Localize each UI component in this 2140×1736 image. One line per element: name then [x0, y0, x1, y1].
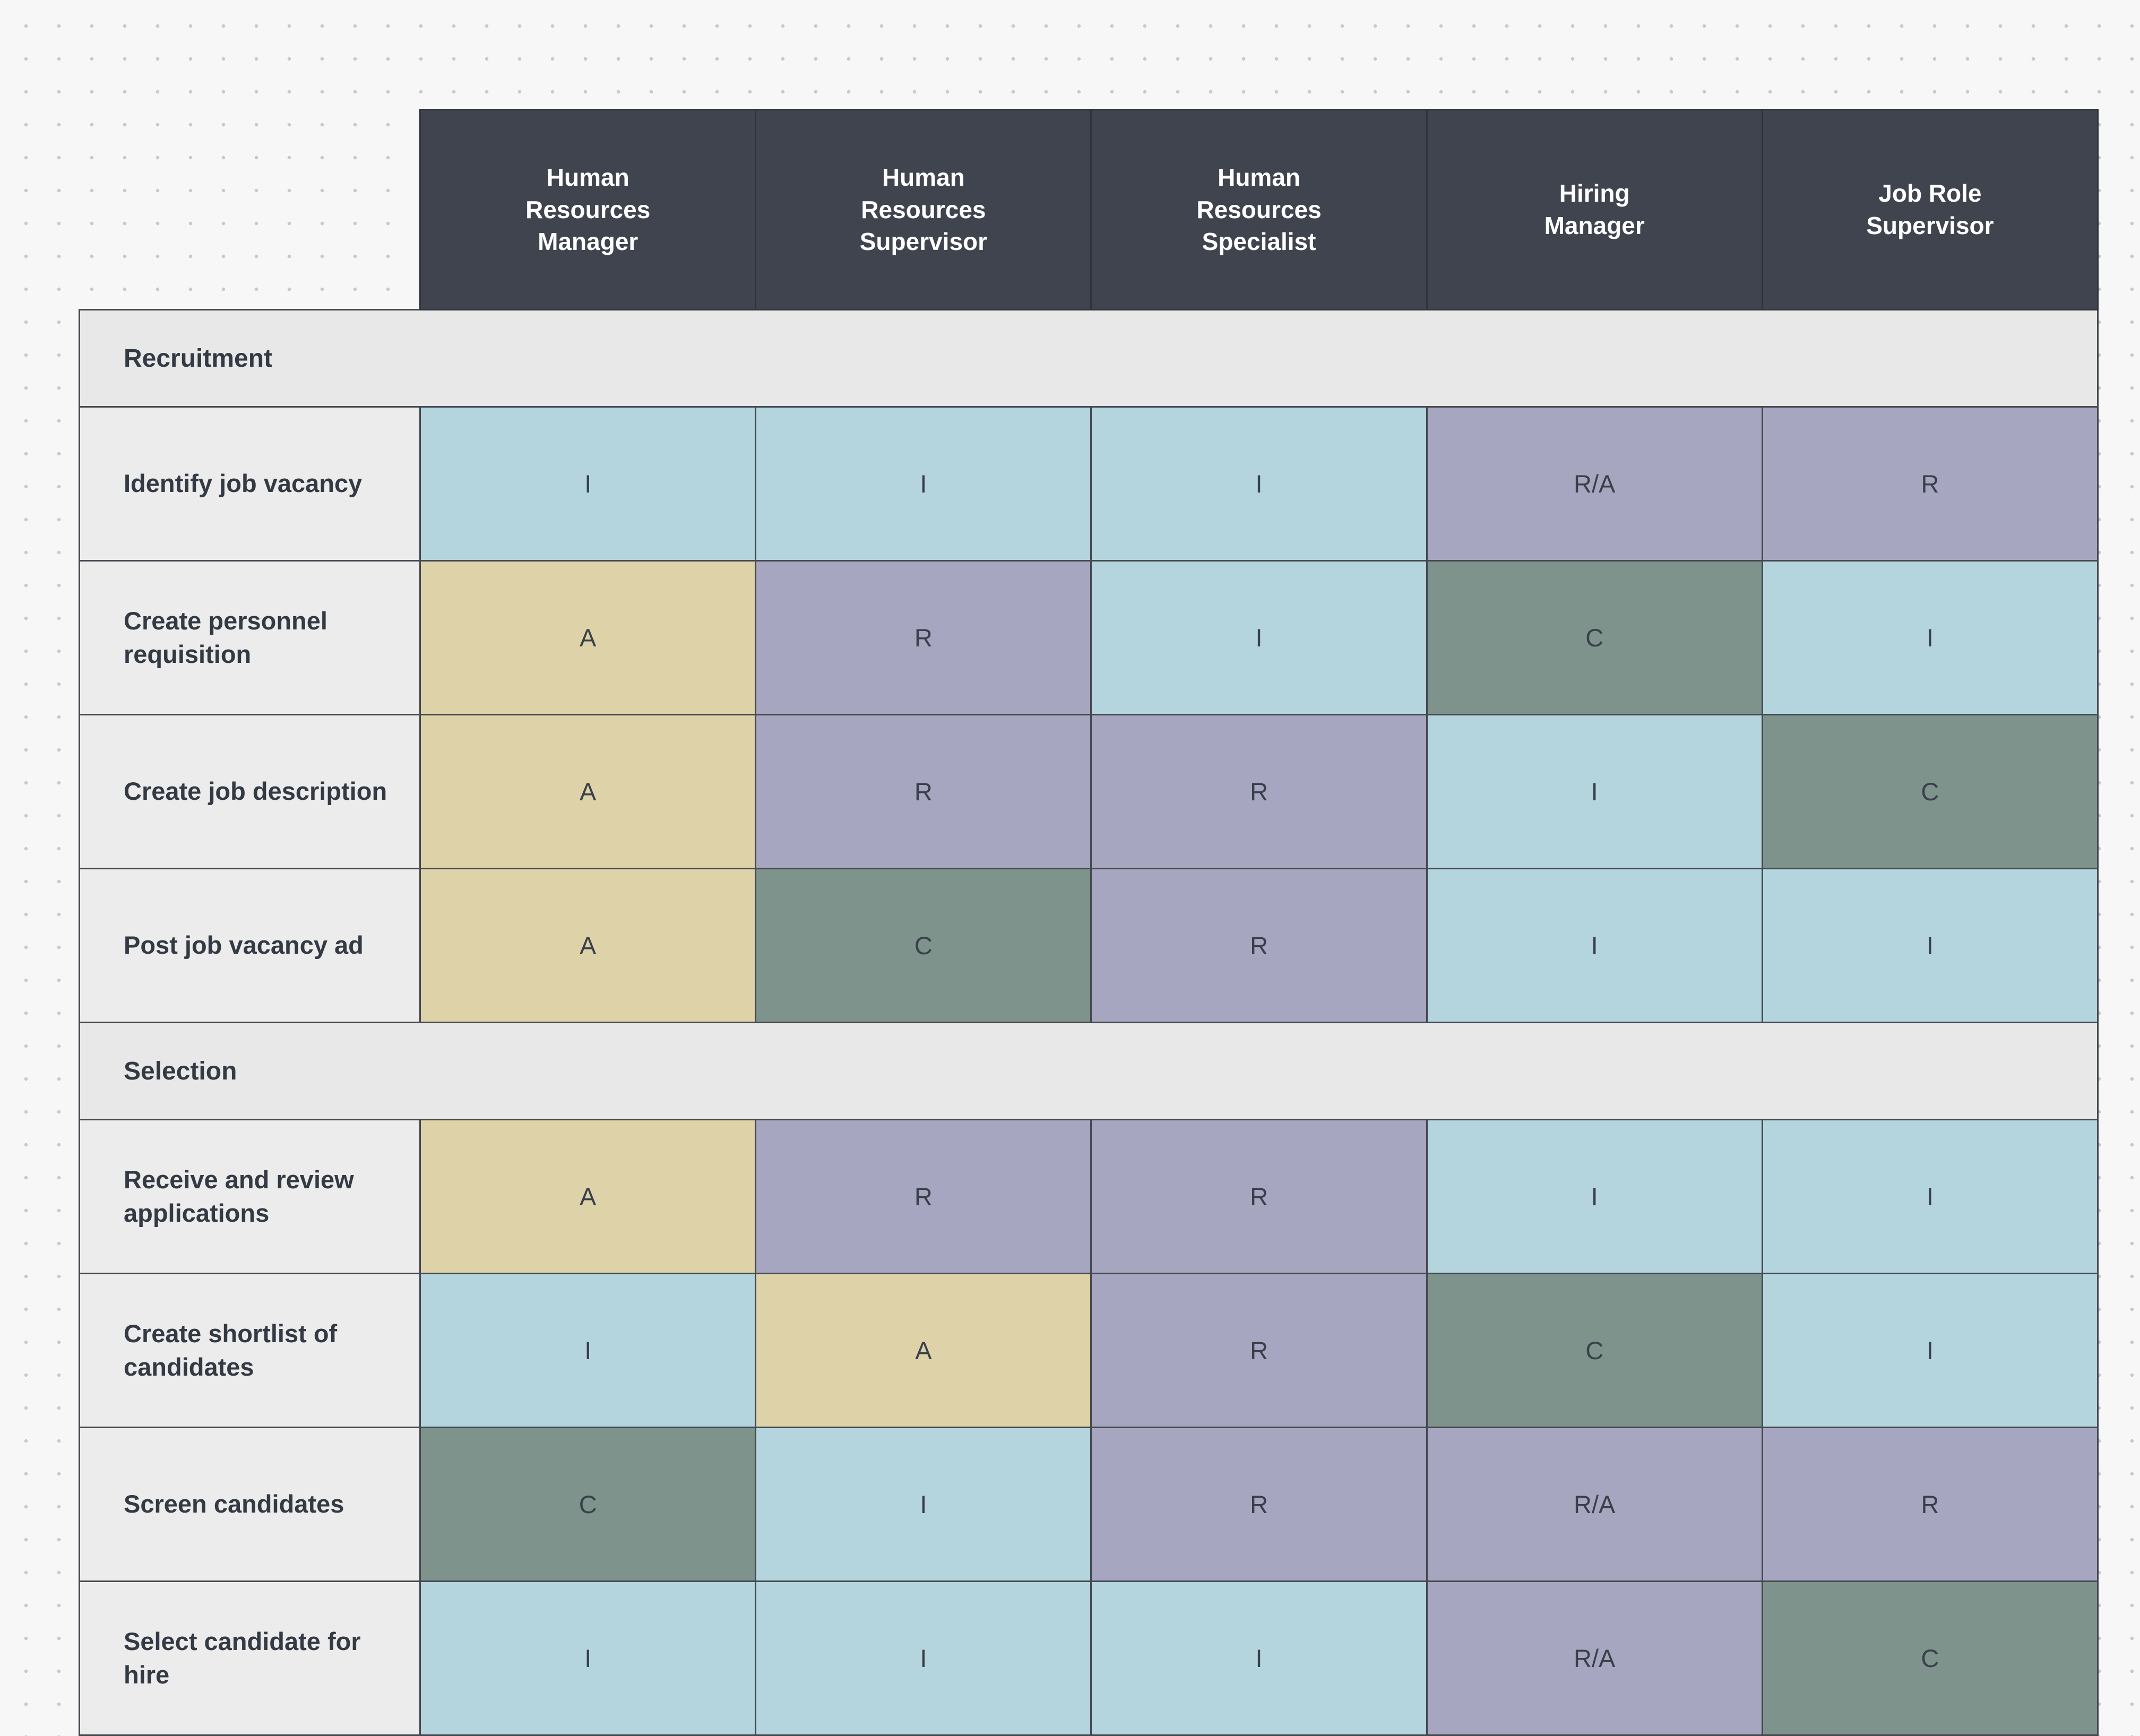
column-header-job-role-supervisor	[1762, 110, 2098, 310]
header-row	[80, 110, 2098, 310]
table-row	[80, 1120, 2098, 1274]
column-header-line1: Human	[546, 163, 629, 191]
table-header	[80, 110, 2098, 310]
column-header-line2: Resources	[1196, 195, 1322, 223]
raci-cell: R	[756, 561, 1091, 715]
raci-cell: I	[756, 1582, 1091, 1735]
column-header-line1: Hiring	[1559, 179, 1630, 208]
raci-cell: A	[420, 1120, 756, 1274]
raci-cell: C	[1762, 1582, 2098, 1735]
table-body	[80, 310, 2098, 1735]
column-header-line2: Resources	[861, 195, 986, 223]
raci-cell: C	[756, 869, 1091, 1023]
raci-cell: R	[756, 715, 1091, 869]
column-header-line2: Manager	[1544, 212, 1645, 239]
raci-cell: C	[1427, 561, 1762, 715]
group-row-recruitment	[80, 310, 2098, 407]
raci-cell: I	[1427, 1120, 1762, 1274]
task-label: Post job vacancy ad	[80, 869, 420, 1023]
raci-cell: I	[1427, 715, 1762, 869]
raci-cell: R/A	[1427, 1582, 1762, 1735]
raci-cell: C	[420, 1428, 756, 1582]
raci-cell: I	[756, 407, 1091, 561]
column-header-line1: Human	[1218, 163, 1300, 191]
group-label: Recruitment	[80, 310, 2098, 407]
table-row	[80, 1582, 2098, 1735]
column-header-line3: Specialist	[1202, 228, 1316, 256]
task-label: Create shortlist of candidates	[80, 1274, 420, 1428]
raci-cell: A	[756, 1274, 1091, 1428]
raci-cell: A	[420, 561, 756, 715]
table-row	[80, 715, 2098, 869]
raci-cell: I	[1762, 1274, 2098, 1428]
raci-cell: A	[420, 869, 756, 1023]
group-row-selection	[80, 1023, 2098, 1120]
group-label: Selection	[80, 1023, 2098, 1120]
raci-cell: R	[1762, 407, 2098, 561]
raci-cell: R	[1091, 1428, 1427, 1582]
raci-cell: I	[1091, 561, 1427, 715]
column-header-line2: Supervisor	[1866, 212, 1994, 239]
raci-cell: I	[1091, 407, 1427, 561]
task-label: Identify job vacancy	[80, 407, 420, 561]
raci-cell: R/A	[1427, 1428, 1762, 1582]
corner-cell	[80, 110, 420, 310]
column-header-line2: Resources	[525, 195, 651, 223]
raci-cell: I	[1762, 561, 2098, 715]
raci-cell: I	[1427, 869, 1762, 1023]
raci-cell: R/A	[1427, 407, 1762, 561]
raci-cell: I	[420, 1274, 756, 1428]
column-header-hiring-manager	[1427, 110, 1762, 310]
raci-cell: I	[1762, 1120, 2098, 1274]
column-header-line3: Manager	[538, 228, 638, 256]
raci-cell: R	[1091, 1120, 1427, 1274]
raci-cell: C	[1762, 715, 2098, 869]
column-header-hr-supervisor	[756, 110, 1091, 310]
raci-cell: I	[420, 1582, 756, 1735]
raci-cell: I	[1762, 869, 2098, 1023]
table-row	[80, 1274, 2098, 1428]
column-header-line1: Job Role	[1878, 179, 1982, 208]
column-header-hr-manager	[420, 110, 756, 310]
table-row	[80, 561, 2098, 715]
table-row	[80, 869, 2098, 1023]
column-header-hr-specialist	[1091, 110, 1427, 310]
raci-matrix	[79, 109, 2099, 1736]
table-row	[80, 1428, 2098, 1582]
task-label: Create personnel requisition	[80, 561, 420, 715]
raci-cell: I	[1091, 1582, 1427, 1735]
task-label: Create job description	[80, 715, 420, 869]
raci-cell: R	[1091, 1274, 1427, 1428]
raci-cell: I	[420, 407, 756, 561]
raci-cell: R	[1091, 715, 1427, 869]
column-header-line1: Human	[882, 163, 965, 191]
raci-cell: C	[1427, 1274, 1762, 1428]
task-label: Screen candidates	[80, 1428, 420, 1582]
table-row	[80, 407, 2098, 561]
task-label: Receive and review applications	[80, 1120, 420, 1274]
column-header-line3: Supervisor	[859, 228, 988, 256]
task-label: Select candidate for hire	[80, 1582, 420, 1735]
raci-cell: I	[756, 1428, 1091, 1582]
raci-table	[79, 109, 2099, 1736]
raci-cell: R	[756, 1120, 1091, 1274]
raci-cell: R	[1762, 1428, 2098, 1582]
raci-cell: A	[420, 715, 756, 869]
raci-cell: R	[1091, 869, 1427, 1023]
